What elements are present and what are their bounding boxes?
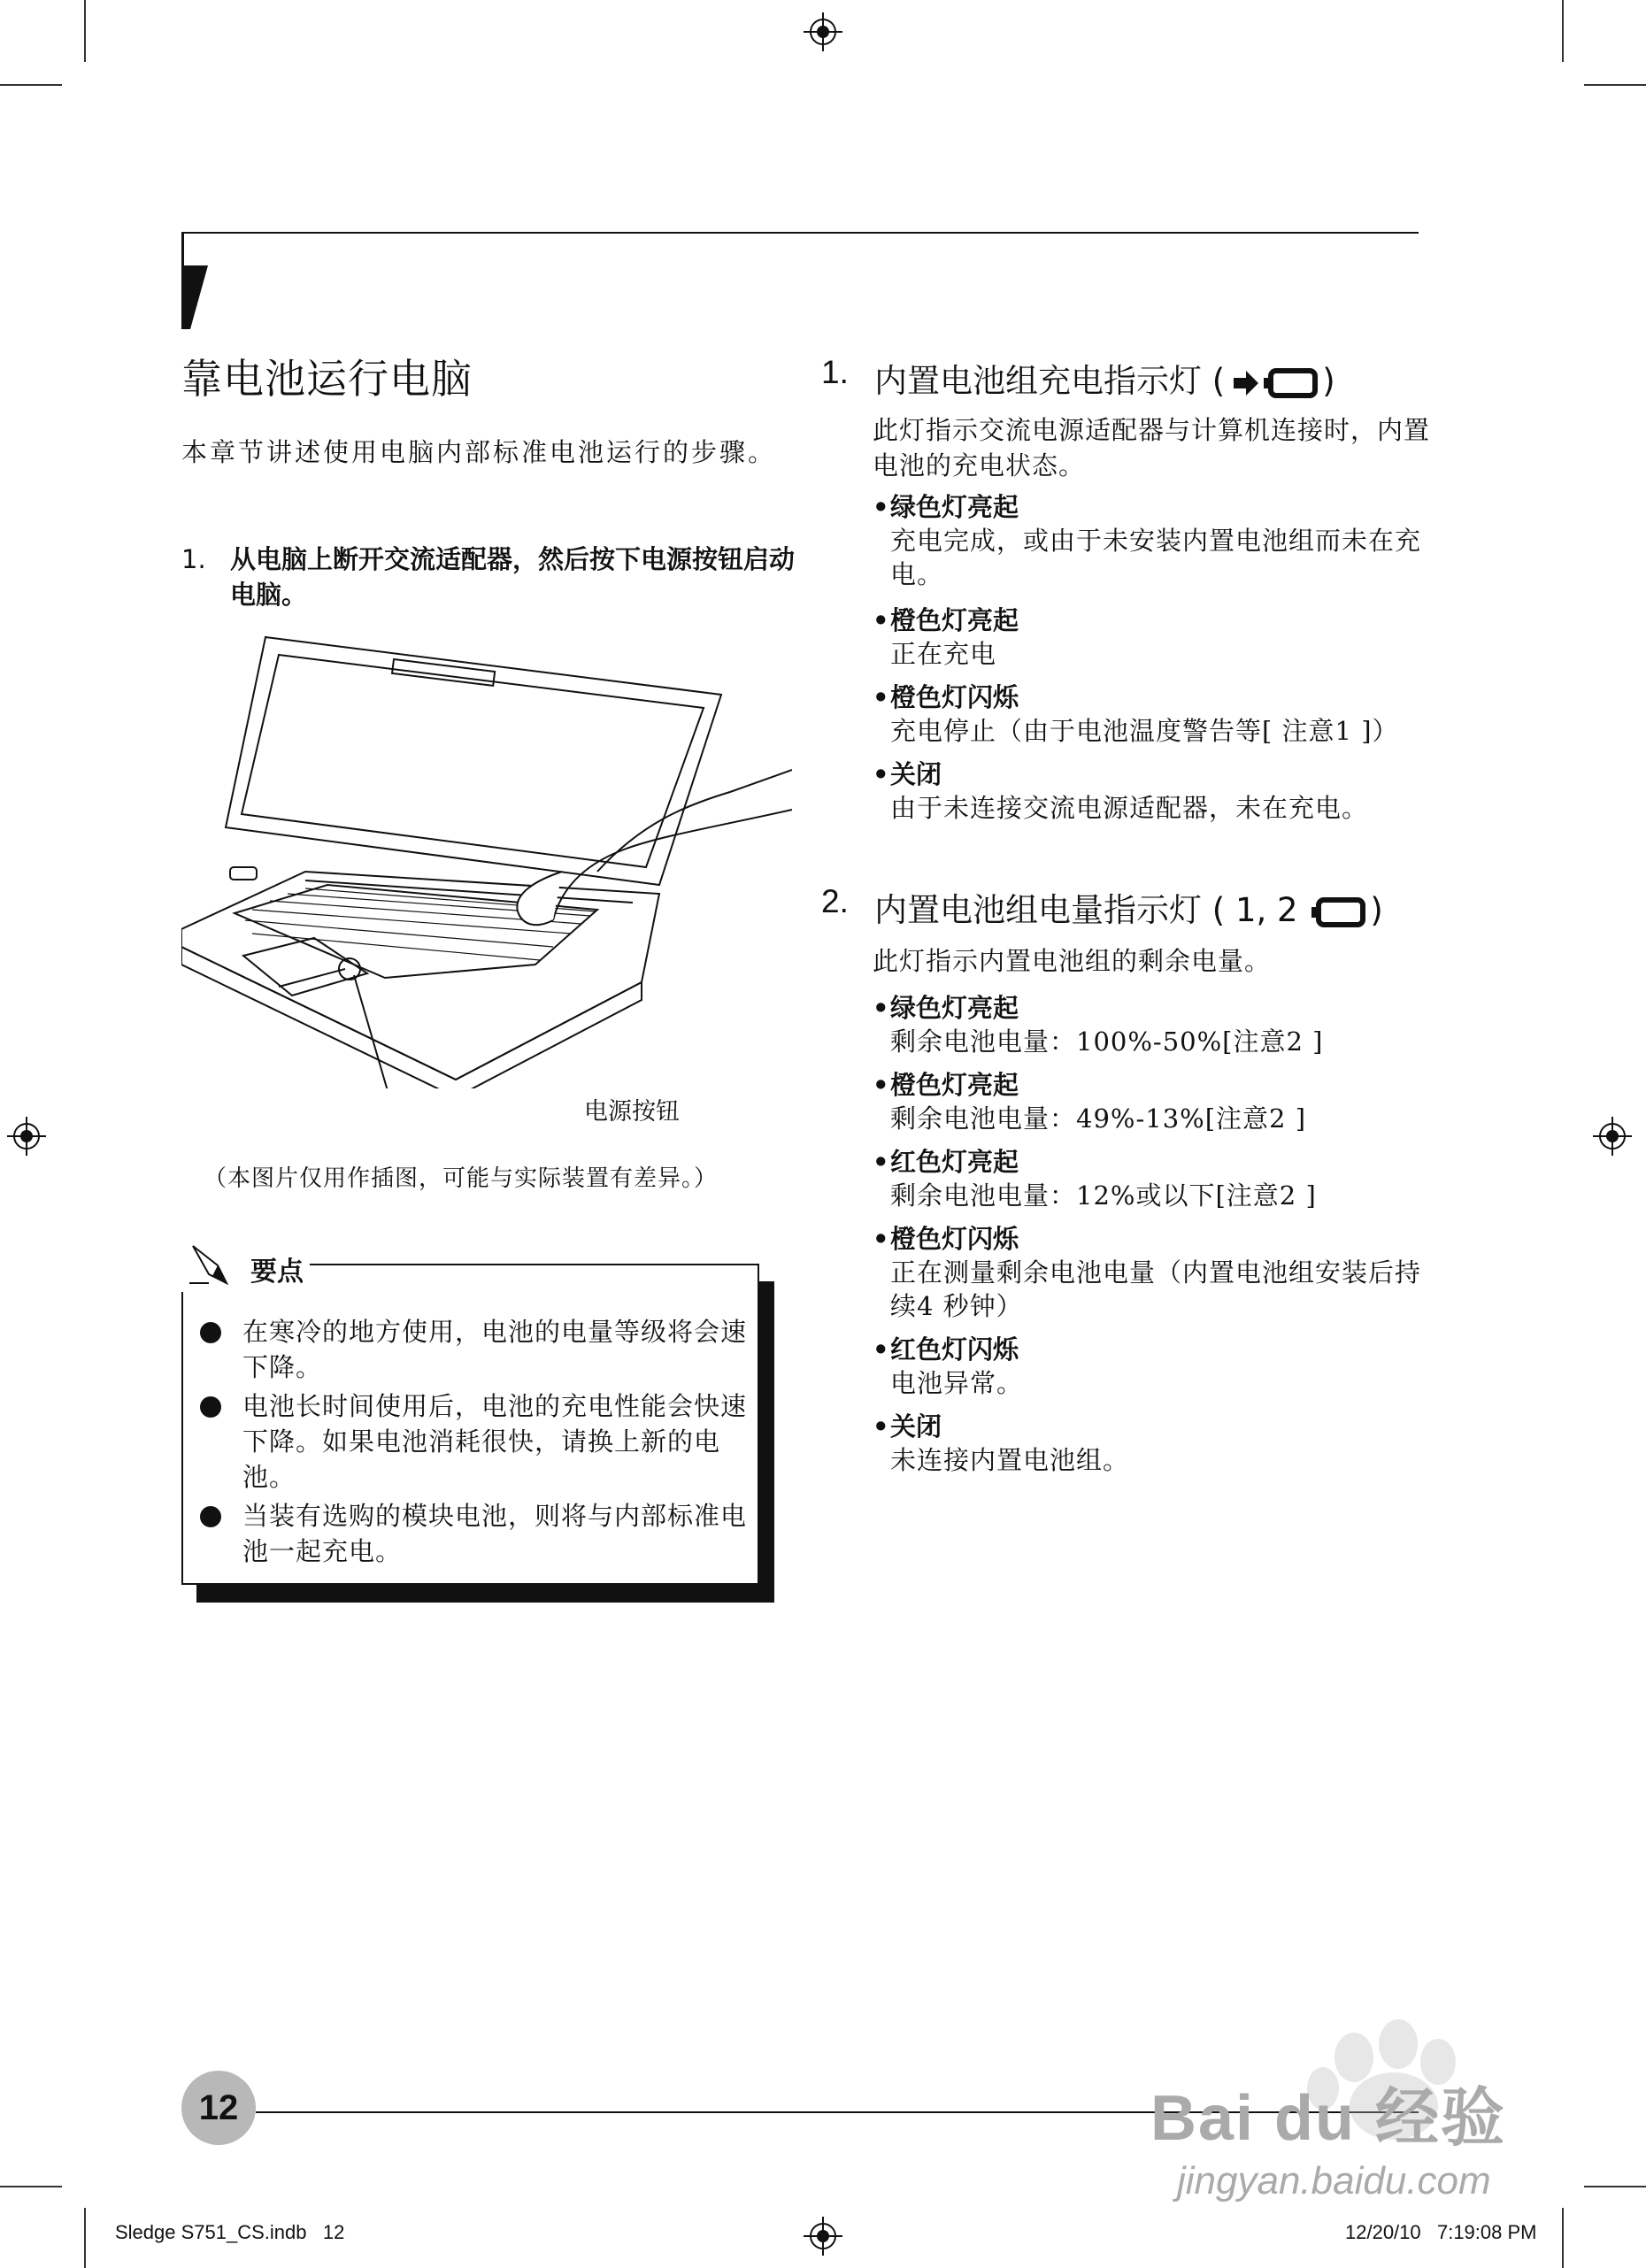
section-title: 靠电池运行电脑 [181,355,473,403]
level-bullet: •红色灯亮起 剩余电池电量：12%或以下[注意2 ] [873,1147,1317,1211]
charge-bullet: •绿色灯亮起 充电完成，或由于未安装内置电池组而未在充电。 [873,492,1422,589]
header-tab-icon [181,265,208,329]
heading-text: 内置电池组电量指示灯 ( 1, 2 ) [874,891,1383,929]
crop-mark [0,84,62,86]
charge-indicator-heading [821,354,1423,398]
crop-mark [84,2208,86,2268]
level-indicator-description: 此灯指示内置电池组的剩余电量。 [873,946,1272,976]
note-item: 当装有选购的模块电池，则将与内部标准电池一起充电。 [196,1498,754,1569]
header-rule [181,232,1419,234]
crop-mark [0,2186,62,2187]
footer-datetime: 12/20/10 7:19:08 PM [1345,2221,1537,2243]
laptop-illustration [181,628,792,1088]
charge-bullet: •橙色灯闪烁 充电停止（由于电池温度警告等[ 注意1 ]） [873,682,1399,746]
charge-bullet: •橙色灯亮起 正在充电 [873,605,1019,669]
ac-charge-battery-icon [1225,365,1322,401]
registration-mark-icon [7,1117,46,1156]
charge-bullet: •关闭 由于未连接交流电源适配器，未在充电。 [873,759,1369,823]
level-bullet: •绿色灯亮起 剩余电池电量：100%-50%[注意2 ] [873,993,1324,1057]
heading-number: 1. [821,354,849,390]
charge-indicator-description: 此灯指示交流电源适配器与计算机连接时，内置电池的充电状态。 [873,415,1431,481]
battery-icon [1308,895,1370,930]
watermark-brand: Bai du 经验 [1150,2083,1507,2154]
bullet-dot-icon [200,1506,221,1527]
bullet-dot-icon [200,1396,221,1418]
level-indicator-heading [821,883,1423,927]
registration-mark-icon [804,2217,842,2256]
step-text: 从电脑上断开交流适配器，然后按下电源按钮启动电脑。 [230,544,796,610]
power-button-label: 电源按钮 [584,1098,680,1126]
heading-text: 内置电池组充电指示灯 ( ) [874,362,1335,400]
crop-mark [1584,84,1646,86]
note-item: 在寒冷的地方使用，电池的电量等级将会速下降。 [196,1314,754,1385]
registration-mark-icon [1593,1117,1632,1156]
crop-mark [1562,0,1564,62]
bullet-dot-icon [200,1322,221,1343]
pencil-icon [186,1239,235,1288]
level-bullet: •关闭 未连接内置电池组。 [873,1411,1130,1475]
figure-caption: （本图片仅用作插图，可能与实际装置有差异。） [204,1165,719,1192]
registration-mark-icon [804,12,842,51]
level-bullet: •橙色灯闪烁 正在测量剩余电池电量（内置电池组安装后持续4 秒钟） [873,1224,1422,1321]
crop-mark [84,0,86,62]
step-number: 1. [181,544,206,574]
level-bullet: •红色灯闪烁 电池异常。 [873,1334,1024,1398]
note-list [196,1314,754,1572]
note-item: 电池长时间使用后，电池的充电性能会快速下降。如果电池消耗很快，请换上新的电池。 [196,1388,754,1495]
heading-number: 2. [821,883,849,919]
watermark-url: jingyan.baidu.com [1177,2159,1491,2203]
level-bullet: •橙色灯亮起 剩余电池电量：49%-13%[注意2 ] [873,1070,1307,1134]
page-number: 12 [198,2088,239,2127]
crop-mark [1584,2186,1646,2187]
intro-paragraph: 本章节讲述使用电脑内部标准电池运行的步骤。 [181,437,777,467]
note-title: 要点 [250,1249,309,1288]
footer-file-name: Sledge S751_CS.indb 12 [115,2221,345,2243]
